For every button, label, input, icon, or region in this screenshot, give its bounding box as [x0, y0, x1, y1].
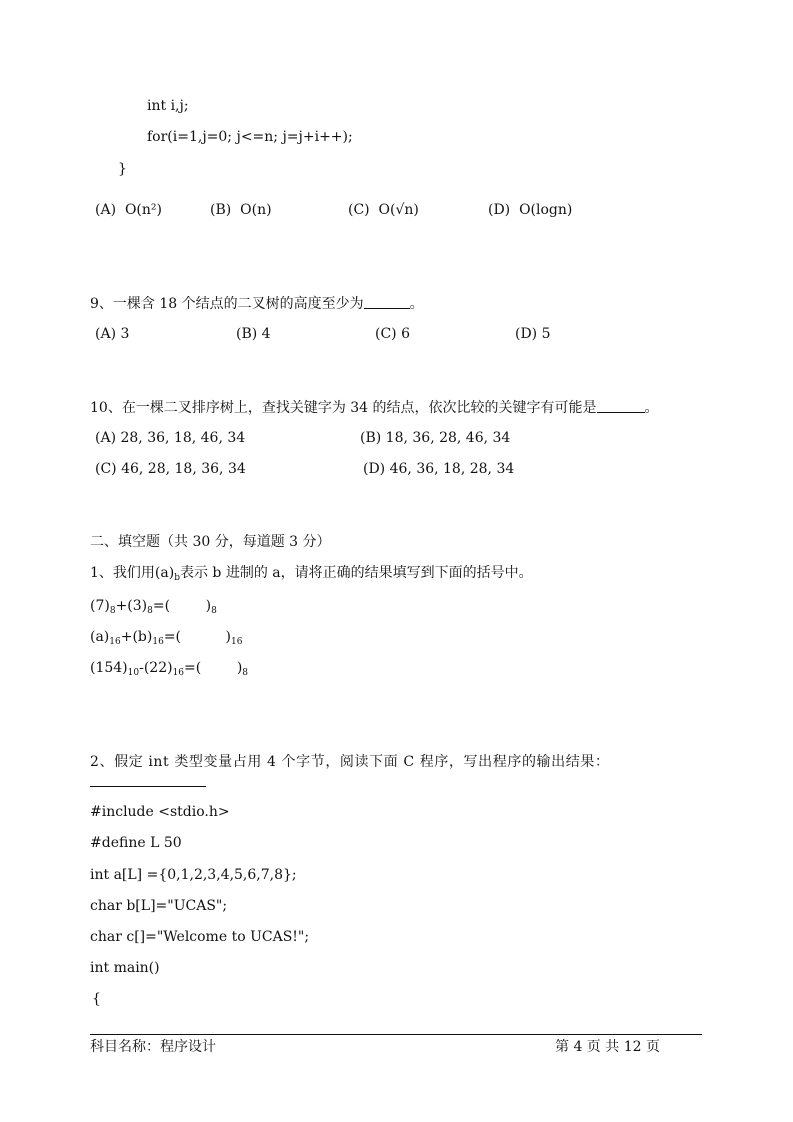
footer-subject: 科目名称：程序设计 — [90, 1039, 216, 1055]
code-line-for: for(i=1,j=0; j<=n; j=j+i++); — [147, 129, 353, 145]
q8-option-d-label: (D) — [488, 202, 511, 218]
q9-option-c: (C) 6 — [375, 326, 410, 342]
eq2-term: (a) — [90, 629, 110, 645]
q9-answer-blank[interactable] — [364, 294, 410, 309]
code-line: char b[L]="UCAS"; — [90, 898, 228, 914]
q9-stem-end: 。 — [409, 296, 424, 312]
q10-option-b: (B) 18, 36, 28, 46, 34 — [360, 430, 511, 446]
code-line-brace: } — [118, 161, 127, 177]
fill-q1-equation-1 — [90, 597, 217, 620]
fill-q1-stem-sub: b — [174, 573, 180, 583]
code-line: int a[L] ={0,1,2,3,4,5,6,7,8}; — [90, 867, 297, 883]
q10-stem-text: 10、在一棵二叉排序树上，查找关键字为 34 的结点，依次比较的关键字有可能是 — [90, 400, 597, 416]
q8-option-b-text: O(n) — [240, 202, 272, 218]
eq2-answer-bracket[interactable]: =( ) — [163, 629, 231, 645]
eq1-answer-bracket[interactable]: =( ) — [152, 598, 212, 614]
fill-q2-stem: 2、假定 int 类型变量占用 4 个字节，阅读下面 C 程序，写出程序的输出结果： — [90, 754, 610, 770]
fill-q1-stem-post: 表示 b 进制的 a，请将正确的结果填写到下面的括号中。 — [179, 565, 533, 581]
code-line: int main() — [90, 960, 160, 976]
eq1-base: 8 — [109, 606, 116, 616]
fill-q1-stem-pre: 1、我们用(a) — [90, 565, 175, 581]
eq1-base: 8 — [211, 606, 217, 616]
q10-answer-blank[interactable] — [597, 398, 645, 413]
section-heading: 二、填空题（共 30 分，每道题 3 分） — [90, 534, 331, 550]
q8-option-c — [348, 201, 419, 219]
code-line: #define L 50 — [90, 835, 182, 851]
q9-stem-text: 9、一棵含 18 个结点的二叉树的高度至少为 — [90, 296, 364, 312]
q10-option-a: (A) 28, 36, 18, 46, 34 — [95, 430, 246, 446]
eq1-term: (7) — [90, 598, 110, 614]
eq3-base: 16 — [172, 668, 185, 678]
code-line-decl: int i,j; — [147, 98, 189, 114]
eq2-term: +(b) — [120, 629, 153, 645]
q9-option-b: (B) 4 — [236, 326, 271, 342]
fill-q1-stem — [90, 564, 533, 587]
q8-option-b-label: (B) — [210, 202, 232, 218]
q8-option-b — [210, 201, 272, 219]
code-line: { — [92, 991, 101, 1007]
q10-stem — [90, 398, 659, 417]
eq3-term: (154) — [90, 660, 128, 676]
footer-page-number: 第 4 页 共 12 页 — [555, 1039, 660, 1055]
eq2-base: 16 — [109, 637, 121, 647]
q8-option-d-text: O(logn) — [519, 202, 573, 218]
fill-q1-equation-3 — [90, 659, 248, 682]
eq3-base: 10 — [127, 668, 140, 678]
footer-rule — [90, 1034, 702, 1035]
eq2-base: 16 — [152, 637, 164, 647]
eq1-term: +(3) — [115, 598, 148, 614]
q8-option-a-text: O(n²) — [124, 202, 162, 218]
q10-option-c: (C) 46, 28, 18, 36, 34 — [95, 461, 246, 477]
q10-option-d: (D) 46, 36, 18, 28, 34 — [363, 461, 515, 477]
q8-option-c-text: O(√n) — [378, 202, 419, 218]
q9-option-a: (A) 3 — [95, 326, 130, 342]
code-line: #include <stdio.h> — [90, 804, 230, 820]
eq3-answer-bracket[interactable]: =( ) — [184, 660, 243, 676]
eq1-base: 8 — [147, 606, 153, 616]
code-line: char c[]="Welcome to UCAS!"; — [90, 929, 310, 945]
eq2-base: 16 — [230, 637, 243, 647]
q9-option-d: (D) 5 — [515, 326, 551, 342]
fill-q2-answer-line[interactable] — [90, 786, 206, 787]
q9-stem — [90, 294, 424, 313]
eq3-base: 8 — [242, 668, 249, 678]
q10-stem-end: 。 — [644, 400, 659, 416]
q8-option-d — [488, 201, 572, 219]
q8-option-c-label: (C) — [348, 202, 370, 218]
q8-option-a-label: (A) — [95, 202, 117, 218]
q8-option-a — [95, 201, 162, 219]
eq3-term: -(22) — [139, 660, 173, 676]
fill-q1-equation-2 — [90, 628, 242, 651]
